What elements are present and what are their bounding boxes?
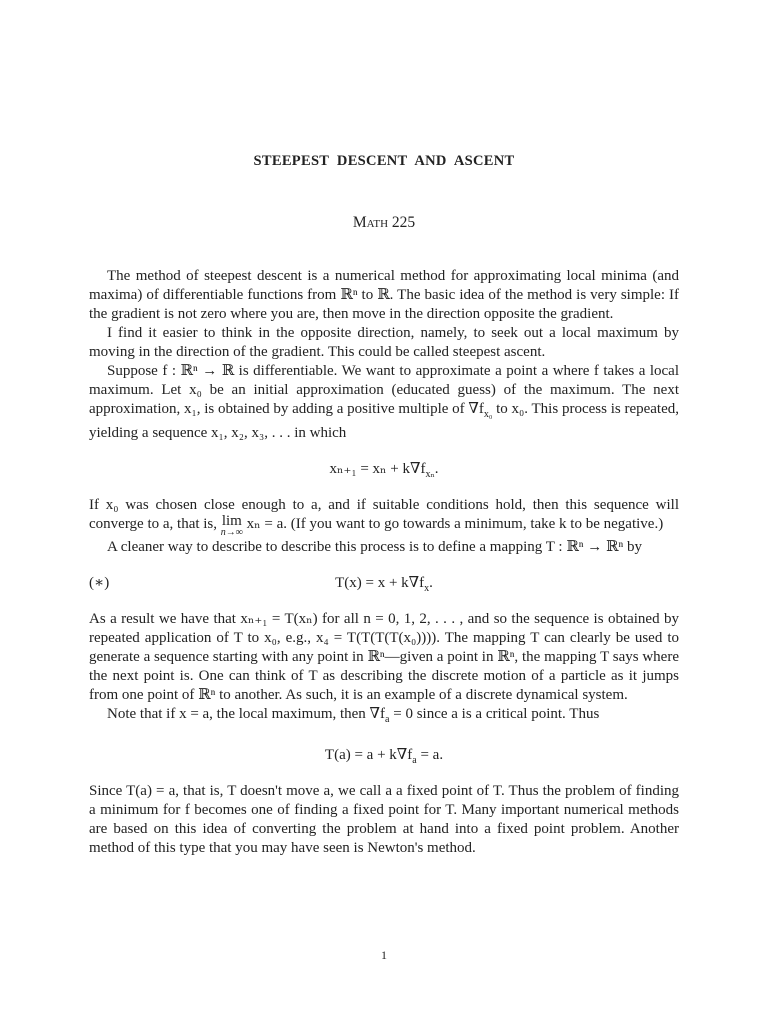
paragraph-fixed-point: Since T(a) = a, that is, T doesn't move a, we call a a fixed point of T. Thus the problem of finding a minimum for f becomes one of finding a fixed point for T. Many important numerical methods are based on this idea of converting the problem at hand into a fixed point problem. Another method of this type that you may have seen is Newton's method. [89, 783, 679, 856]
paragraph-note [89, 705, 679, 729]
paragraph-convergence-text-a: If x₀ was chosen close enough to a, and if suitable conditions hold, then this sequence will converge to a, that is, [89, 497, 679, 532]
equation-label: (∗) [89, 575, 110, 591]
equation-mapping-subscript: x [424, 583, 430, 594]
document-subtitle: Math 225 [352, 214, 416, 231]
paragraph-mapping: A cleaner way to describe to describe this process is to define a mapping T : ℝⁿ → ℝⁿ by [107, 539, 642, 555]
equation-recurrence [89, 460, 679, 479]
document-title: STEEPEST DESCENT AND ASCENT [253, 153, 515, 169]
gradient-subscript: x₀ [483, 409, 493, 420]
equation-fixed-point [89, 746, 679, 765]
paragraph-note-text-b: = 0 since a is a critical point. Thus [389, 706, 600, 722]
paragraph-suppose [89, 362, 679, 443]
paragraph-convergence-text-b: xₙ = a. (If you want to go towards a minimum, take k to be negative.) [242, 516, 664, 532]
paragraph-suppose-text-a: Suppose f : ℝⁿ → ℝ is differentiable. We want to approximate a point a where f takes a local maximum. Let x₀ be an initial approximation (educated guess) of the maximum. The next approximation, x₁, is obtained by adding a positive multiple of ∇f [89, 363, 679, 417]
paragraph-suppose-text-b: to x₀. This process is repeated, yielding a sequence x₁, x₂, x₃, . . . in which [89, 401, 679, 441]
note-subscript: a [385, 714, 390, 725]
paragraph-convergence [89, 496, 679, 538]
limit-expression [221, 515, 243, 538]
limit-operator: lim [221, 513, 242, 529]
equation-recurrence-main: xₙ₊₁ = xₙ + k∇f [329, 461, 426, 477]
equation-fixed-point-end: = a. [416, 747, 444, 763]
paragraph-intro: The method of steepest descent is a numerical method for approximating local minima (and maxima) of differentiable functions from ℝⁿ to ℝ. The basic idea of the method is very simple: If the gradient is not zero where you are, then move in the direction opposite the gradient. [89, 268, 679, 322]
equation-fixed-point-main: T(a) = a + k∇f [324, 747, 413, 763]
equation-recurrence-end: . [434, 461, 439, 477]
equation-fixed-point-subscript: a [412, 755, 417, 766]
page-number: 1 [381, 948, 387, 962]
equation-recurrence-subscript: xₙ [425, 469, 435, 480]
document-page [89, 148, 679, 858]
limit-subscript: n→∞ [220, 527, 243, 538]
equation-mapping [89, 574, 679, 593]
equation-mapping-main: T(x) = x + k∇f [335, 575, 425, 591]
paragraph-ascent: I find it easier to think in the opposite direction, namely, to seek out a local maximum by moving in the direction of the gradient. This could be called steepest ascent. [89, 325, 679, 360]
paragraph-result: As a result we have that xₙ₊₁ = T(xₙ) for all n = 0, 1, 2, . . . , and so the sequence is obtained by repeated application of T to x₀, e.g., x₄ = T(T(T(T(x₀)))). The mapping T can clearly be used to generate a sequence starting with any point in ℝⁿ—given a point in ℝⁿ, the mapping T says where the next point is. One can think of T as describing the discrete motion of a particle as it jumps from one point of ℝⁿ to another. As such, it is an example of a discrete dynamical system. [89, 611, 679, 703]
equation-mapping-end: . [429, 575, 433, 591]
paragraph-note-text-a: Note that if x = a, the local maximum, then ∇f [107, 706, 386, 722]
